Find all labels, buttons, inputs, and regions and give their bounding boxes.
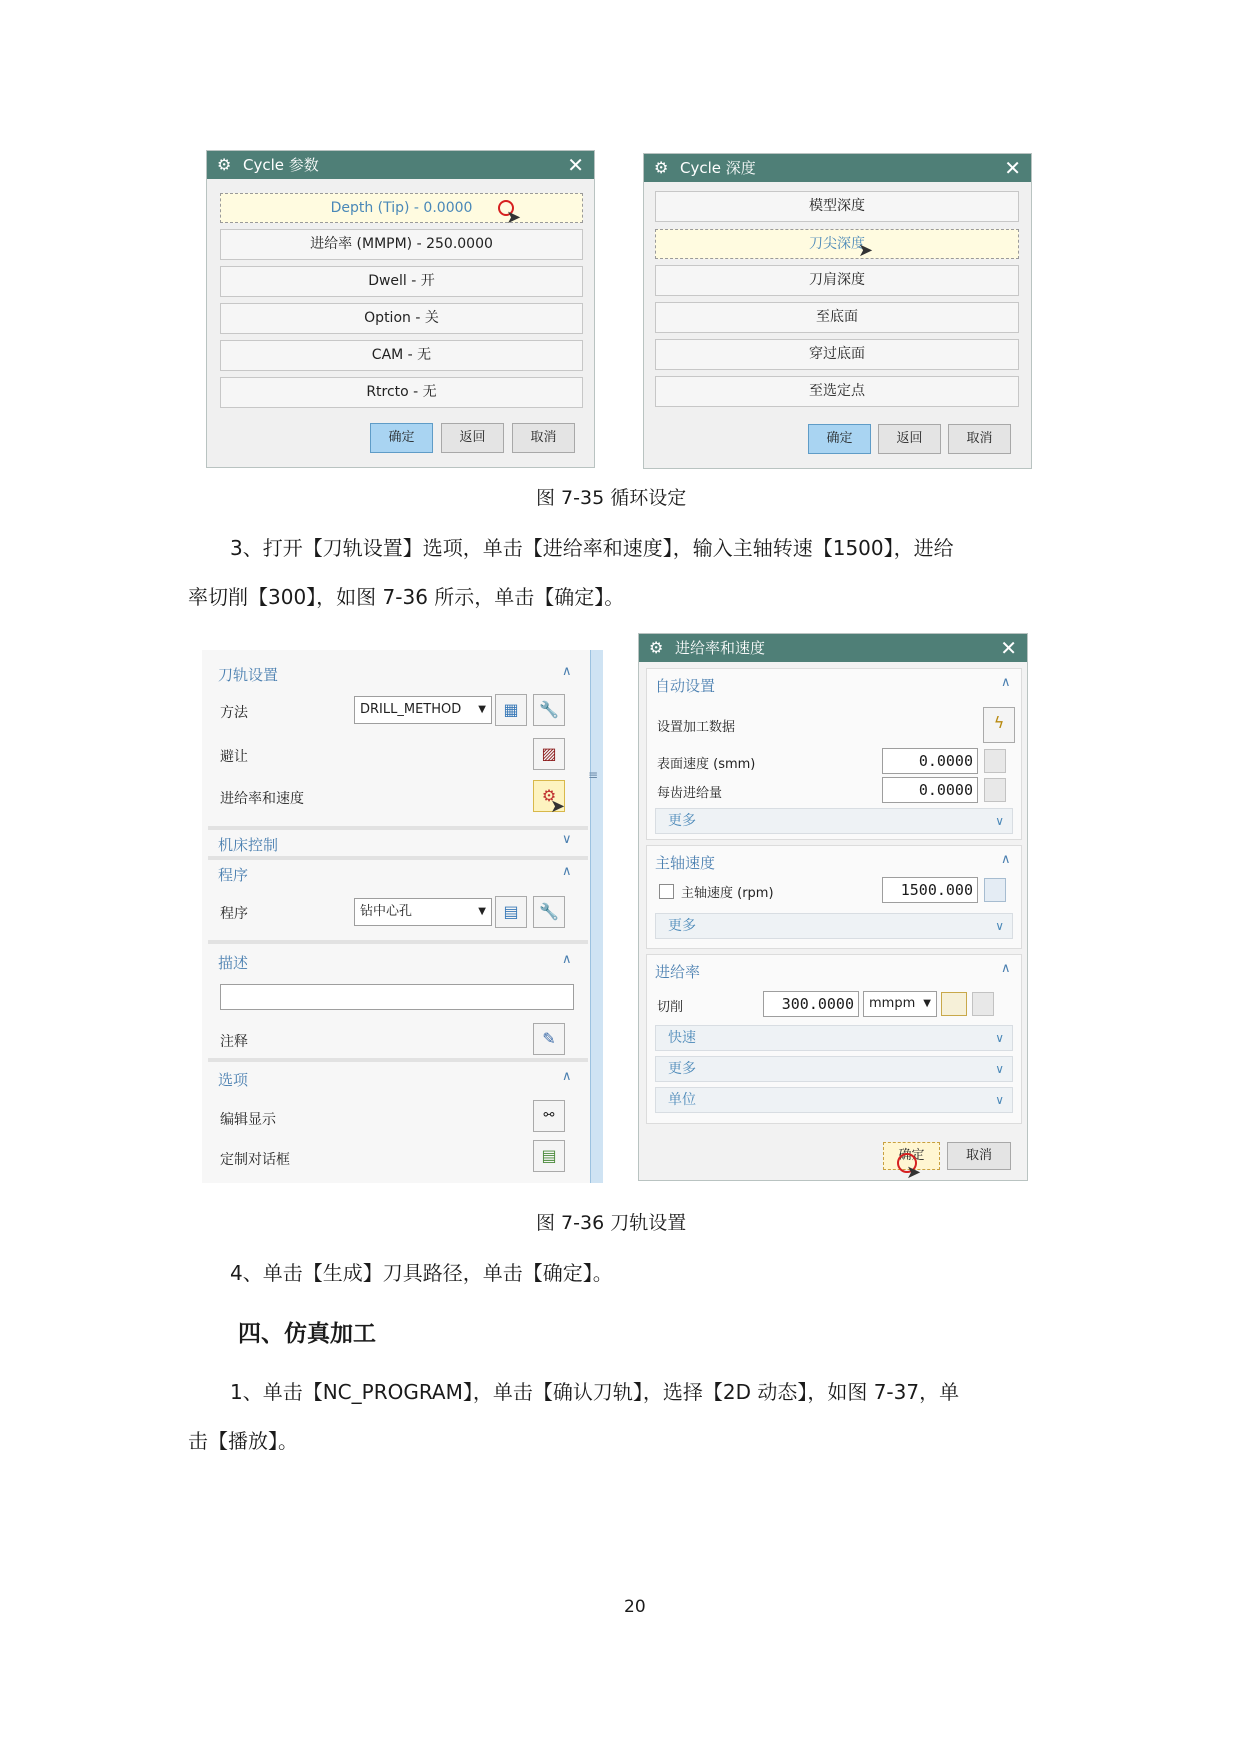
dialog-title: 进给率和速度 [675,639,766,657]
cursor-icon: ➤ [506,207,522,228]
more-expander[interactable]: 更多 ∨ [655,1056,1013,1082]
section-title[interactable]: 程序 [218,866,249,884]
dialog-title: Cycle 参数 [243,156,319,174]
method-display-icon[interactable]: ▦ [495,694,527,726]
cut-unit-select[interactable]: mmpm ▼ [863,991,937,1017]
spindle-speed-input[interactable]: 1500.000 [882,877,978,903]
feeds-speeds-dialog [638,633,1028,1181]
paragraph-line: 4、单击【生成】刀具路径，单击【确定】。 [230,1261,613,1285]
section-divider [208,1058,588,1062]
more-expander[interactable]: 更多 ∨ [655,808,1013,834]
back-button[interactable]: 返回 [878,424,941,454]
figure-caption: 图 7-36 刀轨设置 [536,1212,687,1234]
section-title[interactable]: 刀轨设置 [218,666,279,684]
spindle-speed-section [646,845,1022,949]
description-input[interactable] [220,984,574,1010]
option-dwell[interactable]: Dwell - 开 [220,266,583,297]
ok-button[interactable]: 确定 [883,1142,940,1170]
paragraph-line: 率切削【300】，如图 7-36 所示，单击【确定】。 [188,585,625,609]
cut-feed-input[interactable]: 300.0000 [763,991,859,1017]
cycle-depth-dialog [643,153,1032,469]
lightning-icon[interactable]: ϟ [983,707,1015,743]
gear-icon: ⚙ [649,638,664,657]
wrench-icon[interactable]: 🔧 [533,896,565,928]
edit-display-icon[interactable]: ⚯ [533,1100,565,1132]
chevron-up-icon[interactable]: ∧ [562,952,572,967]
option-to-point[interactable]: 至选定点 [655,376,1019,407]
rapid-expander[interactable]: 快速 ∨ [655,1025,1013,1051]
dialog-titlebar [644,154,1031,182]
chevron-up-icon[interactable]: ∧ [562,864,572,879]
calculator-icon[interactable] [984,778,1006,802]
program-label: 程序 [220,906,248,922]
chevron-down-icon: ∨ [995,814,1004,828]
ok-button[interactable]: 确定 [808,424,871,454]
chevron-up-icon[interactable]: ∧ [562,664,572,679]
cursor-icon: ➤ [550,796,566,817]
feed-per-tooth-label: 每齿进给量 [657,786,723,801]
cycle-params-dialog [206,150,595,468]
cancel-button[interactable]: 取消 [948,424,1011,454]
option-to-bottom[interactable]: 至底面 [655,302,1019,333]
paragraph-line: 1、单击【NC_PROGRAM】，单击【确认刀轨】，选择【2D 动态】，如图 7-37，单 [230,1380,960,1404]
paragraph-line: 3、打开【刀轨设置】选项，单击【进给率和速度】，输入主轴转速【1500】，进给 [230,536,954,560]
section-divider [208,856,588,860]
option-feedrate[interactable]: 进给率 (MMPM) - 250.0000 [220,229,583,260]
option-shoulder-depth[interactable]: 刀肩深度 [655,265,1019,296]
dropdown-arrow-icon: ▼ [478,704,486,715]
close-icon[interactable]: ✕ [1004,156,1021,180]
option-option[interactable]: Option - 关 [220,303,583,334]
chevron-up-icon[interactable]: ∧ [1001,675,1011,690]
feeds-label: 进给率和速度 [220,791,304,807]
chevron-up-icon[interactable]: ∧ [1001,852,1011,867]
program-select[interactable]: 钻中心孔 ▼ [354,898,492,926]
avoid-icon[interactable]: ▨ [533,738,565,770]
custom-dialog-icon[interactable]: ▤ [533,1140,565,1172]
surface-speed-label: 表面速度 (smm) [657,757,756,772]
lock-icon[interactable] [941,992,967,1016]
option-tip-depth[interactable]: 刀尖深度 [655,229,1019,259]
chevron-down-icon: ∨ [995,919,1004,933]
chevron-up-icon[interactable]: ∧ [1001,961,1011,976]
program-display-icon[interactable]: ▤ [495,896,527,928]
calculator-icon[interactable] [972,992,994,1016]
cursor-icon: ➤ [858,240,874,261]
calculator-icon[interactable] [984,878,1006,902]
chevron-down-icon: ∨ [995,1093,1004,1107]
section-title[interactable]: 进给率 [655,963,701,981]
dialog-titlebar [639,634,1027,662]
calculator-icon[interactable] [984,749,1006,773]
section-title[interactable]: 自动设置 [655,677,716,695]
panel-scrollbar[interactable] [590,650,603,1183]
gear-icon: ⚙ [654,158,669,177]
method-label: 方法 [220,705,248,721]
option-cam[interactable]: CAM - 无 [220,340,583,371]
dialog-title: Cycle 深度 [680,159,756,177]
surface-speed-input[interactable]: 0.0000 [882,748,978,774]
method-select[interactable]: DRILL_METHOD ▼ [354,696,492,724]
dropdown-arrow-icon: ▼ [923,998,931,1009]
cancel-button[interactable]: 取消 [512,423,575,453]
section-heading: 四、仿真加工 [238,1321,376,1347]
chevron-down-icon: ∨ [995,1062,1004,1076]
page-number: 20 [624,1597,646,1617]
close-icon[interactable]: ✕ [1000,636,1017,660]
spindle-checkbox[interactable] [659,884,674,899]
section-divider [208,826,588,830]
toolpath-settings-panel [202,650,602,1183]
figure-caption: 图 7-35 循环设定 [536,487,687,509]
close-icon[interactable]: ✕ [567,153,584,177]
section-title[interactable]: 描述 [218,954,249,972]
more-expander[interactable]: 更多 ∨ [655,913,1013,939]
wrench-icon[interactable]: 🔧 [533,694,565,726]
option-model-depth[interactable]: 模型深度 [655,191,1019,222]
feeds-speeds-icon[interactable]: ⚙ [533,780,565,812]
units-expander[interactable]: 单位 ∨ [655,1087,1013,1113]
option-through-bottom[interactable]: 穿过底面 [655,339,1019,370]
avoid-label: 避让 [220,749,248,765]
feed-per-tooth-input[interactable]: 0.0000 [882,777,978,803]
auto-settings-section [646,668,1022,840]
note-label: 注释 [220,1034,248,1050]
custom-dialog-label: 定制对话框 [220,1152,290,1168]
section-title[interactable]: 选项 [218,1071,249,1089]
chevron-down-icon[interactable]: ∨ [562,832,572,847]
ok-button[interactable]: 确定 [370,423,433,453]
cut-label: 切削 [657,1000,684,1015]
set-data-label: 设置加工数据 [657,720,736,735]
gear-icon: ⚙ [217,155,232,174]
chevron-up-icon[interactable]: ∧ [562,1069,572,1084]
dialog-titlebar [207,151,594,179]
section-title[interactable]: 机床控制 [218,836,279,854]
cursor-icon: ➤ [906,1162,922,1183]
splitter-handle: ≡ [588,768,599,782]
section-title[interactable]: 主轴速度 [655,854,716,872]
note-edit-icon[interactable]: ✎ [533,1023,565,1055]
dropdown-arrow-icon: ▼ [478,906,486,917]
option-depth[interactable]: Depth (Tip) - 0.0000 [220,193,583,223]
paragraph-line: 击【播放】。 [188,1429,298,1453]
section-divider [208,940,588,944]
edit-display-label: 编辑显示 [220,1112,276,1128]
back-button[interactable]: 返回 [441,423,504,453]
feedrate-section [646,954,1022,1124]
chevron-down-icon: ∨ [995,1031,1004,1045]
spindle-speed-label: 主轴速度 (rpm) [681,886,774,901]
option-rtrcto[interactable]: Rtrcto - 无 [220,377,583,408]
cancel-button[interactable]: 取消 [947,1142,1011,1170]
